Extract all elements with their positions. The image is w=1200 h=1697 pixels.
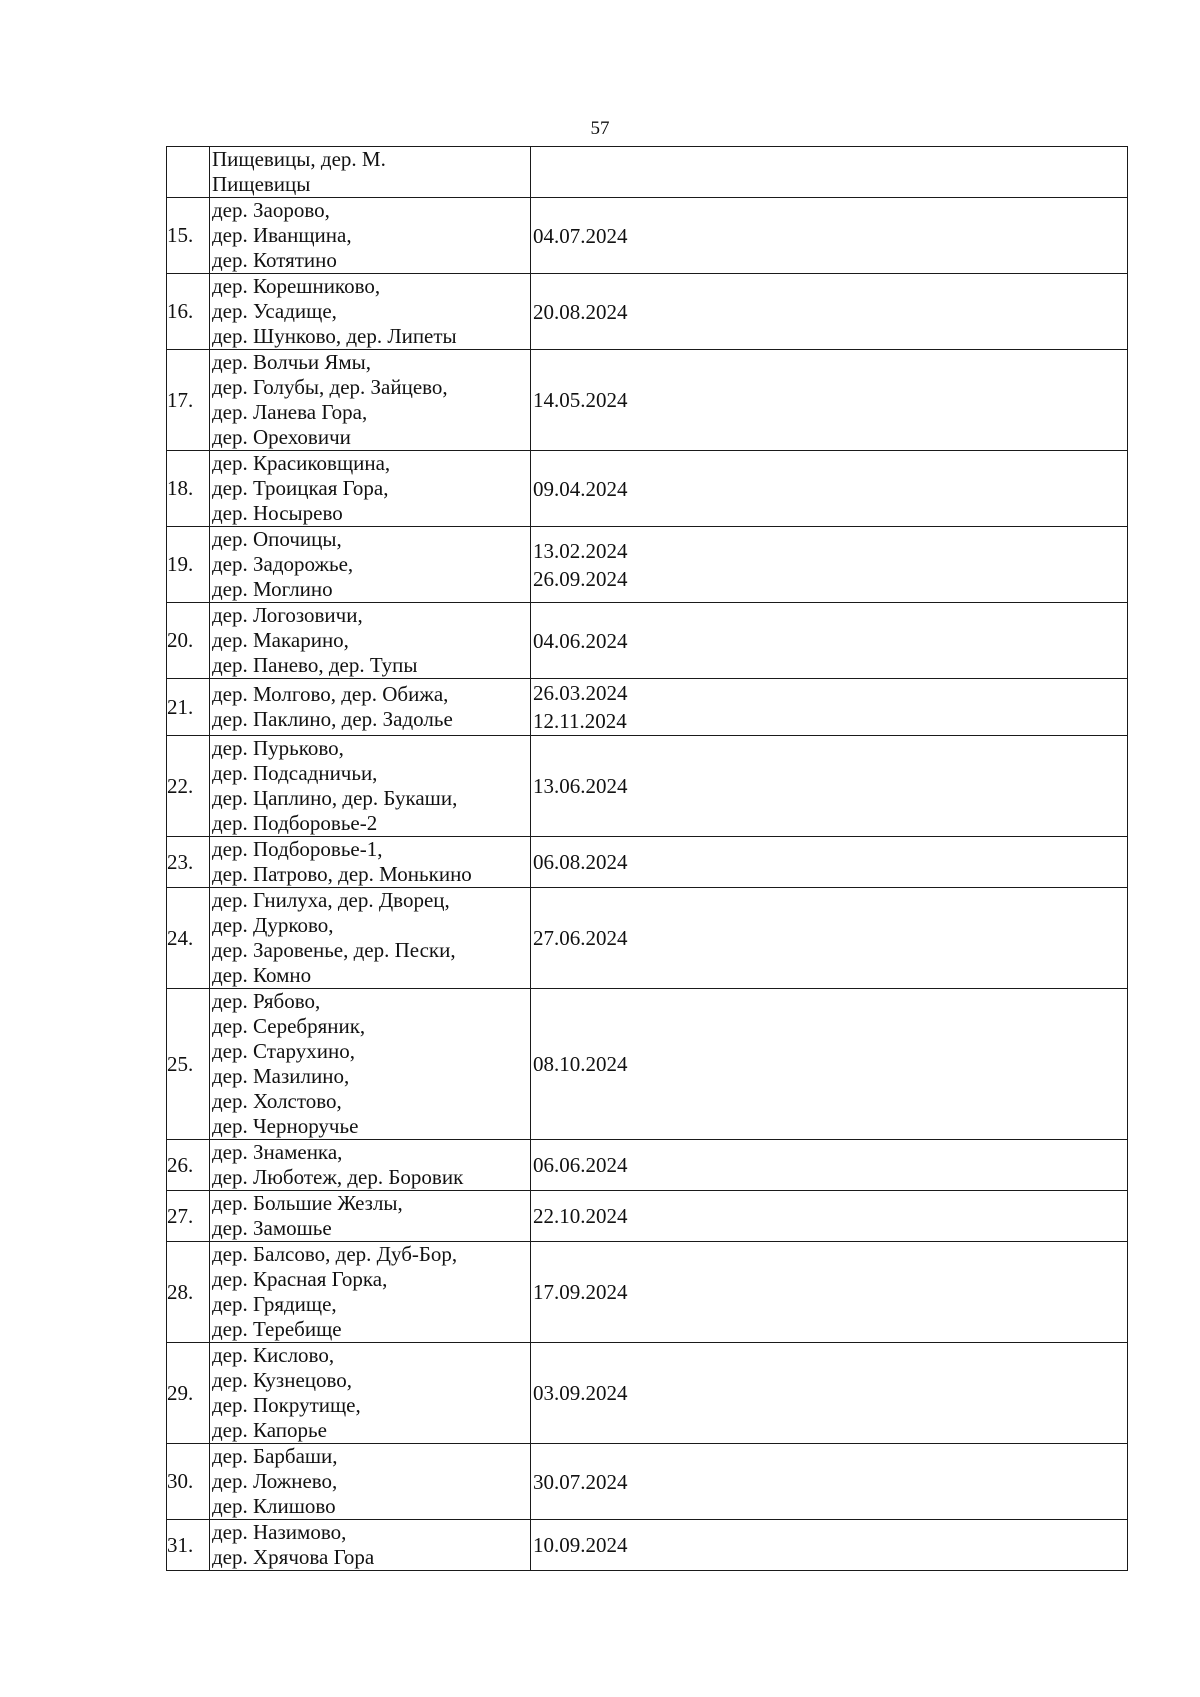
settlement-line: дер. Ланева Гора, [212, 400, 368, 424]
settlement-line: дер. Красная Горка, [212, 1267, 388, 1291]
date-line: 14.05.2024 [533, 388, 628, 412]
table-row [167, 989, 1128, 1140]
settlement-line: дер. Подборовье-2 [212, 811, 378, 835]
date-line: 22.10.2024 [533, 1204, 628, 1228]
table-row [167, 1343, 1128, 1444]
settlement-line: дер. Красиковщина, [212, 451, 391, 475]
settlement-line: дер. Грядище, [212, 1292, 337, 1316]
settlements-cell [210, 1191, 531, 1242]
table-row [167, 350, 1128, 451]
settlement-line: дер. Усадище, [212, 299, 337, 323]
row-number: 15. [167, 198, 210, 274]
settlement-line: дер. Комно [212, 963, 312, 987]
dates-cell [531, 603, 1128, 679]
settlement-line: дер. Балсово, дер. Дуб-Бор, [212, 1242, 458, 1266]
date-line: 26.09.2024 [533, 566, 628, 591]
settlement-line: дер. Макарино, [212, 628, 349, 652]
settlement-line: дер. Большие Жезлы, [212, 1191, 403, 1215]
settlement-line: дер. Корешниково, [212, 274, 381, 298]
settlements-cell [210, 736, 531, 837]
settlement-line: дер. Люботеж, дер. Боровик [212, 1165, 464, 1189]
dates-cell [531, 527, 1128, 603]
dates-cell [531, 1140, 1128, 1191]
settlement-line: дер. Шунково, дер. Липеты [212, 324, 457, 348]
page-number: 57 [590, 118, 610, 139]
schedule-table [166, 146, 1128, 1571]
row-number: 17. [167, 350, 210, 451]
settlement-line: дер. Дурково, [212, 913, 334, 937]
settlement-line: дер. Котятино [212, 248, 337, 272]
date-line: 04.07.2024 [533, 223, 628, 248]
row-number: 19. [167, 527, 210, 603]
date-line: 30.07.2024 [533, 1469, 628, 1494]
date-line: 20.08.2024 [533, 299, 628, 324]
date-line: 27.06.2024 [533, 926, 628, 950]
date-line: 09.04.2024 [533, 476, 628, 501]
row-number: 16. [167, 274, 210, 350]
row-number: 24. [167, 888, 210, 989]
settlement-line: дер. Черноручье [212, 1114, 359, 1138]
table-row [167, 451, 1128, 527]
settlement-line: дер. Опочицы, [212, 527, 342, 551]
date-line: 13.02.2024 [533, 538, 628, 563]
settlements-cell [210, 1520, 531, 1571]
table-row [167, 1191, 1128, 1242]
settlements-cell [210, 603, 531, 679]
settlements-cell [210, 1242, 531, 1343]
settlement-line: дер. Капорье [212, 1418, 327, 1442]
dates-cell [531, 147, 1128, 198]
settlement-line: дер. Серебряник, [212, 1014, 366, 1038]
settlement-line: дер. Панево, дер. Тупы [212, 653, 418, 677]
settlements-cell [210, 350, 531, 451]
settlement-line: дер. Заровенье, дер. Пески, [212, 938, 456, 962]
settlement-line: дер. Носырево [212, 501, 343, 525]
settlements-cell [210, 198, 531, 274]
row-number: 23. [167, 837, 210, 888]
row-number: 31. [167, 1520, 210, 1571]
date-line: 26.03.2024 [533, 681, 628, 705]
dates-cell [531, 274, 1128, 350]
settlement-line: дер. Молгово, дер. Обижа, [212, 682, 449, 706]
settlement-line: дер. Назимово, [212, 1520, 347, 1544]
schedule-table-body [167, 147, 1128, 1571]
settlements-cell [210, 888, 531, 989]
row-number: 29. [167, 1343, 210, 1444]
settlement-line: дер. Пурьково, [212, 736, 344, 760]
settlement-line: дер. Гнилуха, дер. Дворец, [212, 888, 450, 912]
settlement-line: дер. Покрутище, [212, 1393, 361, 1417]
table-row [167, 274, 1128, 350]
table-row [167, 736, 1128, 837]
row-number [167, 147, 210, 198]
settlements-cell [210, 527, 531, 603]
table-row [167, 1444, 1128, 1520]
settlement-line: дер. Хрячова Гора [212, 1545, 375, 1569]
date-line: 03.09.2024 [533, 1381, 628, 1405]
settlement-line: дер. Старухино, [212, 1039, 355, 1063]
row-number: 30. [167, 1444, 210, 1520]
date-line: 13.06.2024 [533, 774, 628, 798]
row-number: 22. [167, 736, 210, 837]
settlement-line: дер. Патрово, дер. Монькино [212, 862, 472, 886]
table-row [167, 1242, 1128, 1343]
settlements-cell [210, 837, 531, 888]
dates-cell [531, 1242, 1128, 1343]
settlement-line: дер. Холстово, [212, 1089, 342, 1113]
row-number: 21. [167, 679, 210, 736]
date-line: 10.09.2024 [533, 1533, 628, 1557]
settlement-line: дер. Задорожье, [212, 552, 354, 576]
dates-cell [531, 888, 1128, 989]
settlement-line: дер. Троицкая Гора, [212, 476, 389, 500]
settlement-line: дер. Кислово, [212, 1343, 335, 1367]
settlement-line: дер. Ореховичи [212, 425, 351, 449]
dates-cell [531, 736, 1128, 837]
settlement-line: дер. Заорово, [212, 198, 330, 222]
date-line: 17.09.2024 [533, 1280, 628, 1304]
date-line: 08.10.2024 [533, 1052, 628, 1076]
dates-cell [531, 1444, 1128, 1520]
settlement-line: Пищевицы [212, 172, 311, 196]
date-line: 06.08.2024 [533, 850, 628, 874]
row-number: 27. [167, 1191, 210, 1242]
table-row [167, 147, 1128, 198]
settlement-line: дер. Замошье [212, 1216, 332, 1240]
dates-cell [531, 679, 1128, 736]
date-line: 06.06.2024 [533, 1153, 628, 1177]
dates-cell [531, 1343, 1128, 1444]
table-row [167, 837, 1128, 888]
table-row [167, 888, 1128, 989]
dates-cell [531, 350, 1128, 451]
settlement-line: дер. Цаплино, дер. Букаши, [212, 786, 458, 810]
settlement-line: Пищевицы, дер. М. [212, 147, 386, 171]
settlements-cell [210, 989, 531, 1140]
settlement-line: дер. Знаменка, [212, 1140, 343, 1164]
table-row [167, 1140, 1128, 1191]
settlements-cell [210, 451, 531, 527]
settlements-cell [210, 1140, 531, 1191]
row-number: 28. [167, 1242, 210, 1343]
dates-cell [531, 451, 1128, 527]
dates-cell [531, 1520, 1128, 1571]
settlements-cell [210, 679, 531, 736]
settlement-line: дер. Логозовичи, [212, 603, 363, 627]
date-line: 04.06.2024 [533, 628, 628, 653]
dates-cell [531, 198, 1128, 274]
settlement-line: дер. Рябово, [212, 989, 321, 1013]
table-row [167, 1520, 1128, 1571]
dates-cell [531, 837, 1128, 888]
settlement-line: дер. Мазилино, [212, 1064, 350, 1088]
settlement-line: дер. Моглино [212, 577, 333, 601]
dates-cell [531, 1191, 1128, 1242]
table-row [167, 679, 1128, 736]
table-row [167, 198, 1128, 274]
row-number: 20. [167, 603, 210, 679]
settlement-line: дер. Иванщина, [212, 223, 352, 247]
settlement-line: дер. Паклино, дер. Задолье [212, 707, 453, 731]
settlement-line: дер. Барбаши, [212, 1444, 338, 1468]
settlement-line: дер. Клишово [212, 1494, 336, 1518]
settlements-cell [210, 1343, 531, 1444]
table-row [167, 527, 1128, 603]
table-row [167, 603, 1128, 679]
settlements-cell [210, 274, 531, 350]
settlement-line: дер. Волчьи Ямы, [212, 350, 371, 374]
settlement-line: дер. Голубы, дер. Зайцево, [212, 375, 448, 399]
date-line: 12.11.2024 [533, 709, 627, 733]
settlement-line: дер. Подборовье-1, [212, 837, 383, 861]
settlements-cell [210, 147, 531, 198]
settlement-line: дер. Кузнецово, [212, 1368, 353, 1392]
settlements-cell [210, 1444, 531, 1520]
row-number: 25. [167, 989, 210, 1140]
row-number: 26. [167, 1140, 210, 1191]
settlement-line: дер. Ложнево, [212, 1469, 338, 1493]
row-number: 18. [167, 451, 210, 527]
dates-cell [531, 989, 1128, 1140]
settlement-line: дер. Подсадничьи, [212, 761, 378, 785]
settlement-line: дер. Теребище [212, 1317, 342, 1341]
